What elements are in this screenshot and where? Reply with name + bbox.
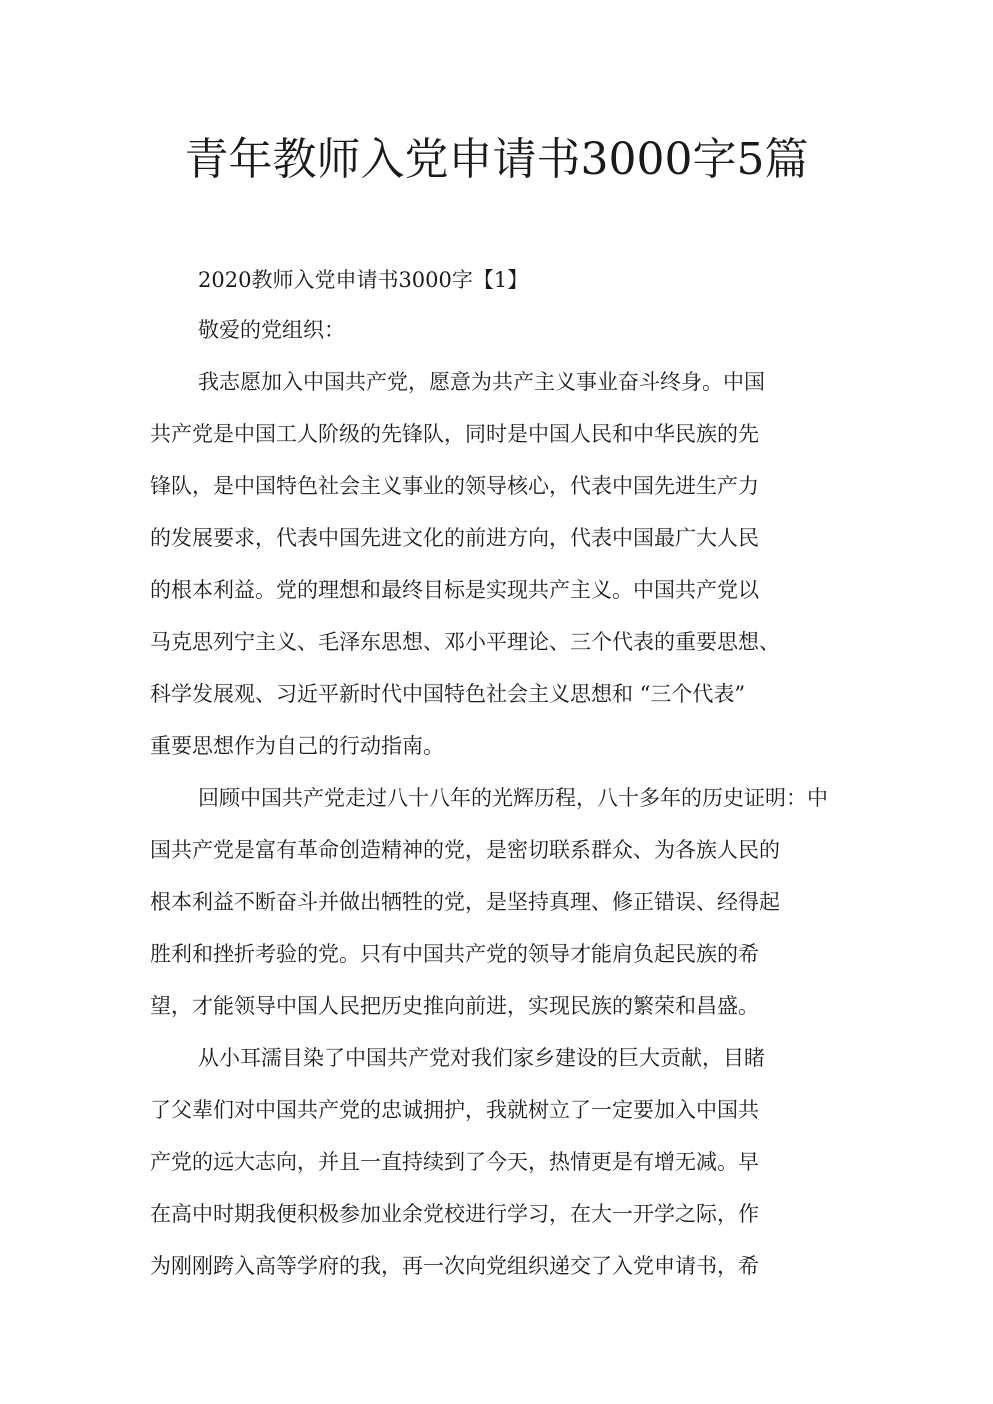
salutation: 敬爱的党组织： <box>198 318 345 342</box>
paragraph-line: 共产党是中国工人阶级的先锋队，同时是中国人民和中华民族的先 <box>150 422 759 446</box>
paragraph-line: 锋队，是中国特色社会主义事业的领导核心，代表中国先进生产力 <box>150 474 759 498</box>
paragraph-line: 了父辈们对中国共产党的忠诚拥护，我就树立了一定要加入中国共 <box>150 1098 759 1122</box>
document-title: 青年教师入党申请书3000字5篇 <box>184 134 809 185</box>
paragraph-line: 马克思列宁主义、毛泽东思想、邓小平理论、三个代表的重要思想、 <box>150 630 780 654</box>
paragraph-line: 国共产党是富有革命创造精神的党，是密切联系群众、为各族人民的 <box>150 838 780 862</box>
paragraph-line: 回顾中国共产党走过八十八年的光辉历程，八十多年的历史证明：中 <box>198 786 828 810</box>
paragraph-line: 为刚刚跨入高等学府的我，再一次向党组织递交了入党申请书，希 <box>150 1254 759 1278</box>
paragraph-line: 的根本利益。党的理想和最终目标是实现共产主义。中国共产党以 <box>150 578 759 602</box>
paragraph-line: 重要思想作为自己的行动指南。 <box>150 734 444 758</box>
paragraph-line: 从小耳濡目染了中国共产党对我们家乡建设的巨大贡献，目睹 <box>198 1046 765 1070</box>
paragraph-line: 的发展要求，代表中国先进文化的前进方向，代表中国最广大人民 <box>150 526 759 550</box>
paragraph-line: 望，才能领导中国人民把历史推向前进，实现民族的繁荣和昌盛。 <box>150 994 759 1018</box>
paragraph-line: 胜利和挫折考验的党。只有中国共产党的领导才能肩负起民族的希 <box>150 942 759 966</box>
section-heading: 2020教师入党申请书3000字【1】 <box>198 268 529 292</box>
paragraph-line: 产党的远大志向，并且一直持续到了今天，热情更是有增无减。早 <box>150 1150 759 1174</box>
paragraph-line: 科学发展观、习近平新时代中国特色社会主义思想和 “三个代表” <box>150 682 746 706</box>
paragraph-line: 根本利益不断奋斗并做出牺牲的党，是坚持真理、修正错误、经得起 <box>150 890 780 914</box>
paragraph-line: 我志愿加入中国共产党，愿意为共产主义事业奋斗终身。中国 <box>198 370 765 394</box>
paragraph-line: 在高中时期我便积极参加业余党校进行学习，在大一开学之际，作 <box>150 1202 759 1226</box>
